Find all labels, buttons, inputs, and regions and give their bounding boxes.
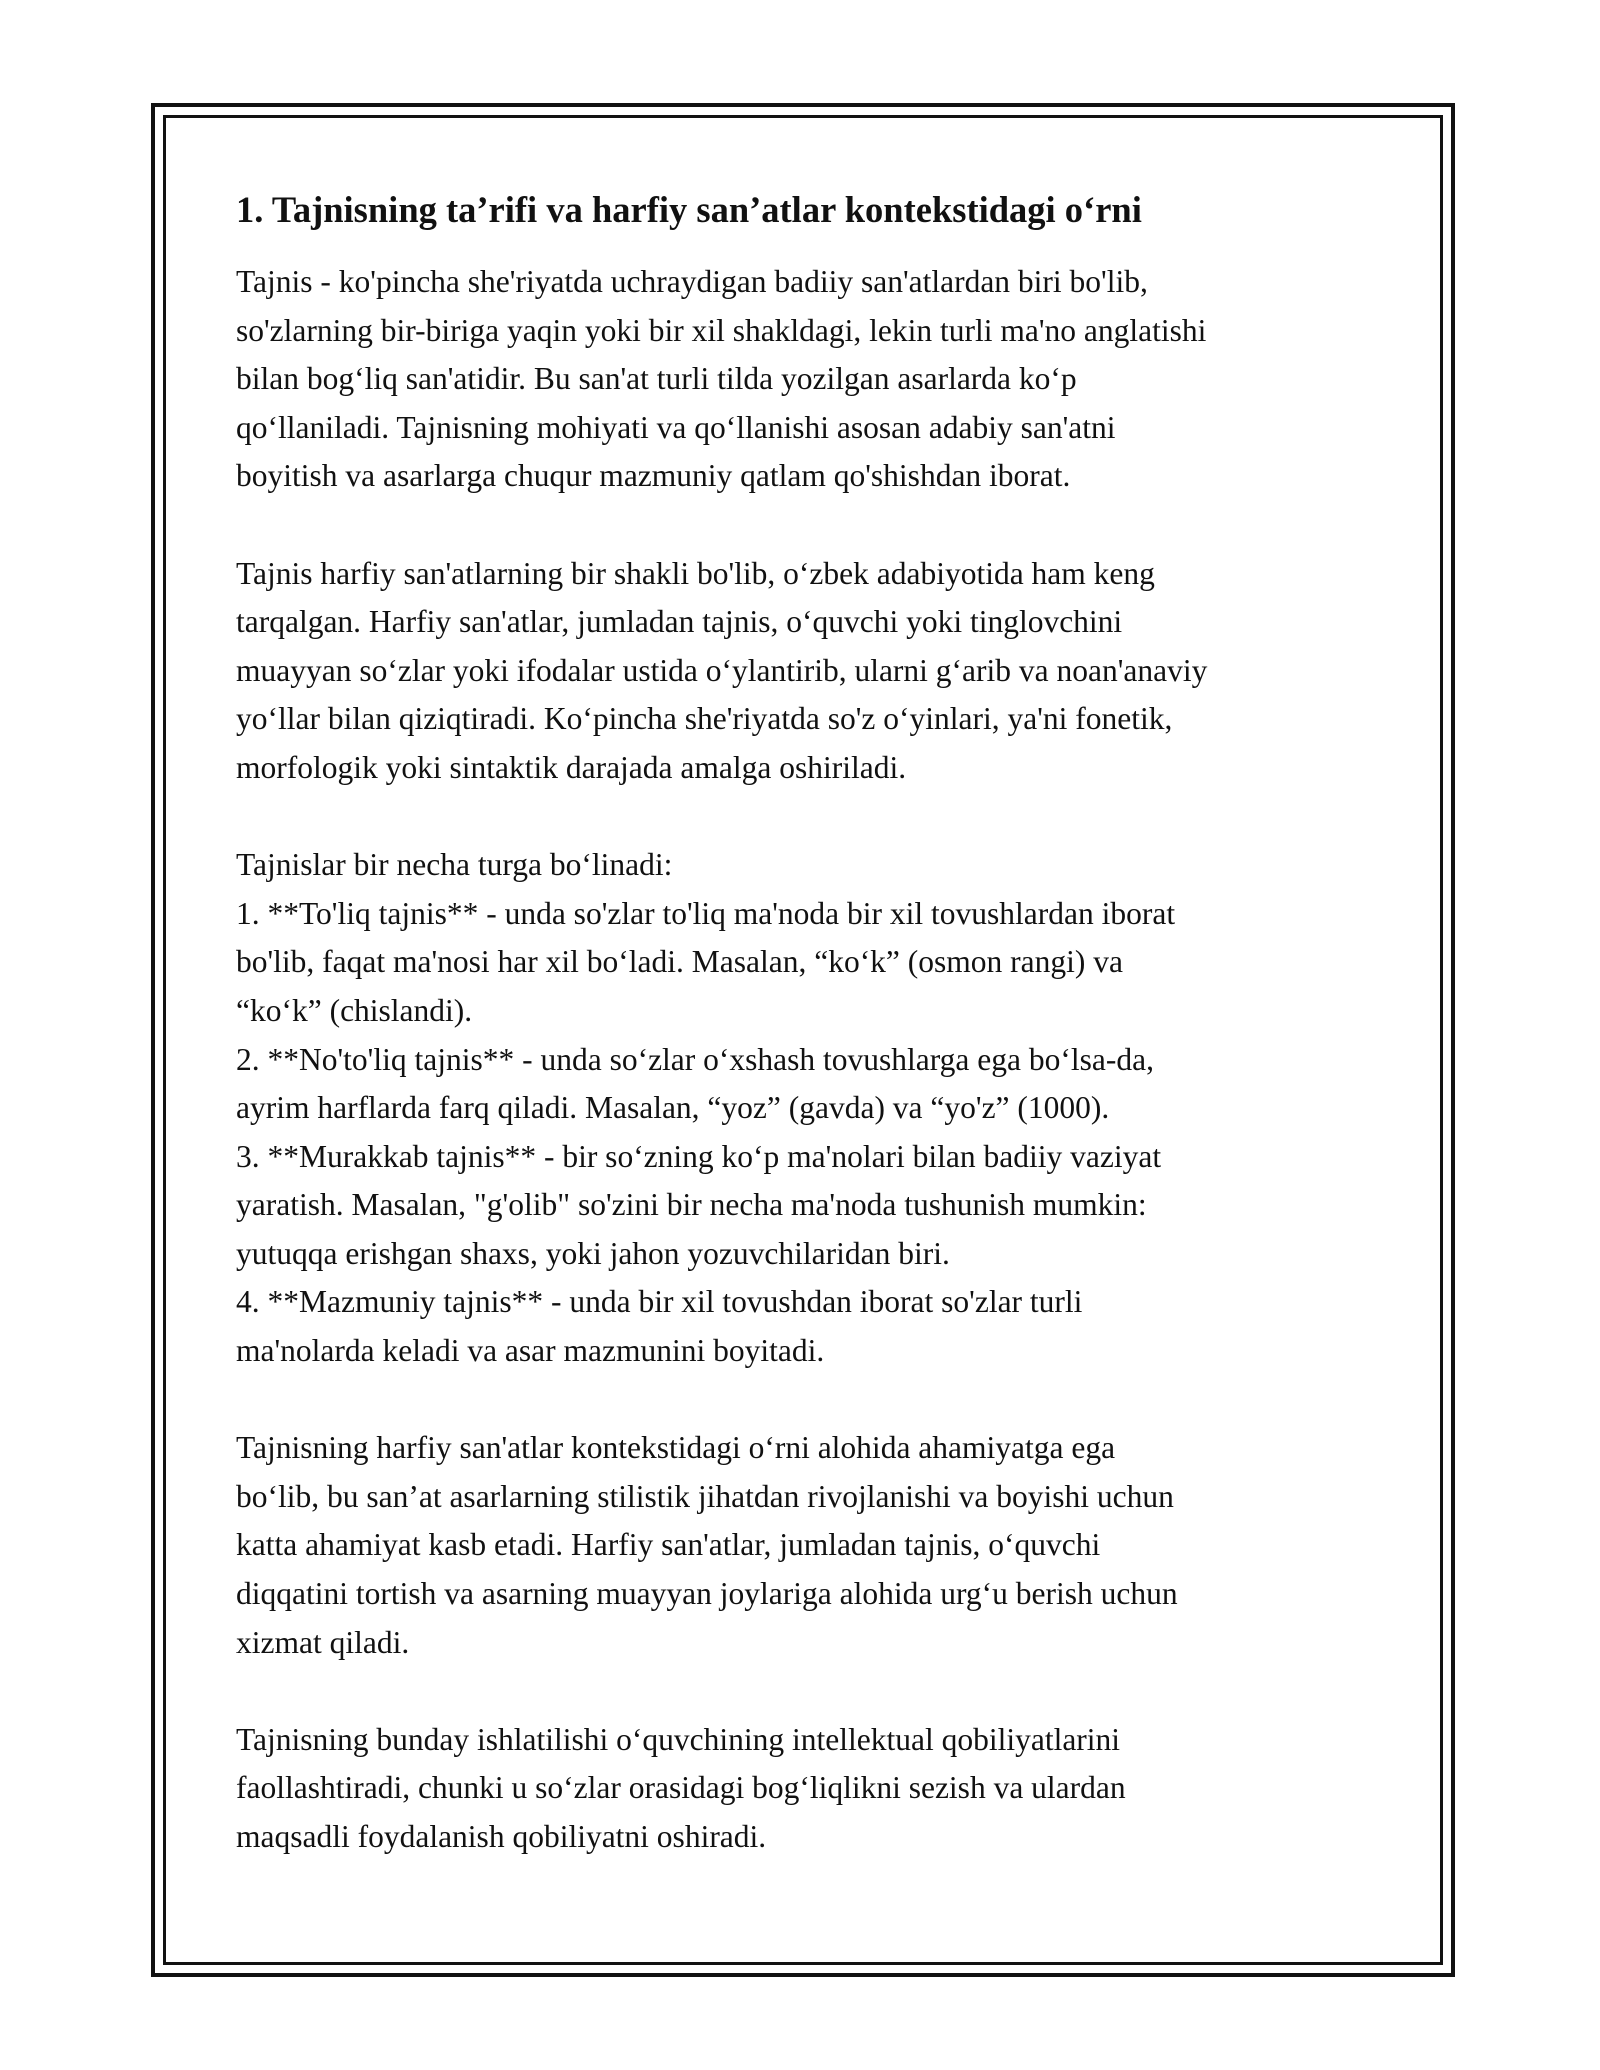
list-item-line: “ko‘k” (chislandi). <box>236 992 473 1028</box>
section-heading: 1. Tajnisning ta’rifi va harfiy san’atlar kontekstidagi o‘rni <box>236 189 1142 230</box>
paragraph-types-list <box>236 841 1376 1376</box>
list-item-line: 3. **Murakkab tajnis** - bir so‘zning ko‘p ma'nolari bilan badiiy vaziyat <box>236 1138 1162 1174</box>
text-line: bilan bog‘liq san'atidir. Bu san'at turli tilda yozilgan asarlarda ko‘p <box>236 361 1077 397</box>
text-line: Tajnislar bir necha turga bo‘linadi: <box>236 847 673 883</box>
text-line: Tajnis harfiy san'atlarning bir shakli bo'lib, o‘zbek adabiyotida ham keng <box>236 555 1155 591</box>
text-line: bo‘lib, bu san’at asarlarning stilistik jihatdan rivojlanishi va boyishi uchun <box>236 1478 1174 1514</box>
text-line: Tajnisning harfiy san'atlar kontekstidagi o‘rni alohida ahamiyatga ega <box>236 1430 1116 1466</box>
text-line: morfologik yoki sintaktik darajada amalga oshiriladi. <box>236 749 907 785</box>
text-line: xizmat qiladi. <box>236 1624 410 1660</box>
paragraph-literal-arts <box>236 550 1376 793</box>
document-body <box>236 186 1376 1862</box>
text-line: so'zlarning bir-biriga yaqin yoki bir xil shakldagi, lekin turli ma'no anglatishi <box>236 312 1207 348</box>
text-line: maqsadli foydalanish qobiliyatni oshiradi. <box>236 1819 767 1854</box>
text-line: Tajnisning bunday ishlatilishi o‘quvchining intellektual qobiliyatlarini <box>236 1721 1121 1757</box>
paragraph-role <box>236 1424 1376 1667</box>
text-line: qo‘llaniladi. Tajnisning mohiyati va qo‘llanishi asosan adabiy san'atni <box>236 409 1116 445</box>
list-item-line: 2. **No'to'liq tajnis** - unda so‘zlar o‘xshash tovushlarga ega bo‘lsa-da, <box>236 1041 1154 1077</box>
list-item-line: 4. **Mazmuniy tajnis** - unda bir xil tovushdan iborat so'zlar turli <box>236 1284 1083 1320</box>
text-line: tarqalgan. Harfiy san'atlar, jumladan tajnis, o‘quvchi yoki tinglovchini <box>236 604 1123 640</box>
text-line: Tajnis - ko'pincha she'riyatda uchraydigan badiiy san'atlardan biri bo'lib, <box>236 264 1148 299</box>
paragraph-definition <box>236 258 1376 501</box>
list-item-line: yaratish. Masalan, "g'olib" so'zini bir necha ma'noda tushunish mumkin: <box>236 1187 1147 1223</box>
list-item-line: 1. **To'liq tajnis** - unda so'zlar to'liq ma'noda bir xil tovushlardan iborat <box>236 895 1176 931</box>
text-line: faollashtiradi, chunki u so‘zlar orasidagi bog‘liqlikni sezish va ulardan <box>236 1770 1126 1806</box>
list-item-line: yutuqqa erishgan shaxs, yoki jahon yozuvchilaridan biri. <box>236 1235 950 1271</box>
text-line: muayyan so‘zlar yoki ifodalar ustida o‘ylantirib, ularni g‘arib va noan'anaviy <box>236 652 1208 688</box>
paragraph-conclusion <box>236 1716 1376 1862</box>
list-item-line: ma'nolarda keladi va asar mazmunini boyitadi. <box>236 1333 825 1369</box>
list-item-line: bo'lib, faqat ma'nosi har xil bo‘ladi. Masalan, “ko‘k” (osmon rangi) va <box>236 944 1123 980</box>
list-item-line: ayrim harflarda farq qiladi. Masalan, “yoz” (gavda) va “yo'z” (1000). <box>236 1090 1110 1126</box>
text-line: katta ahamiyat kasb etadi. Harfiy san'atlar, jumladan tajnis, o‘quvchi <box>236 1527 1101 1563</box>
text-line: yo‘llar bilan qiziqtiradi. Ko‘pincha she'riyatda so'z o‘yinlari, ya'ni fonetik, <box>236 701 1173 737</box>
text-line: diqqatini tortish va asarning muayyan joylariga alohida urg‘u berish uchun <box>236 1576 1178 1612</box>
text-line: boyitish va asarlarga chuqur mazmuniy qatlam qo'shishdan iborat. <box>236 458 1071 494</box>
